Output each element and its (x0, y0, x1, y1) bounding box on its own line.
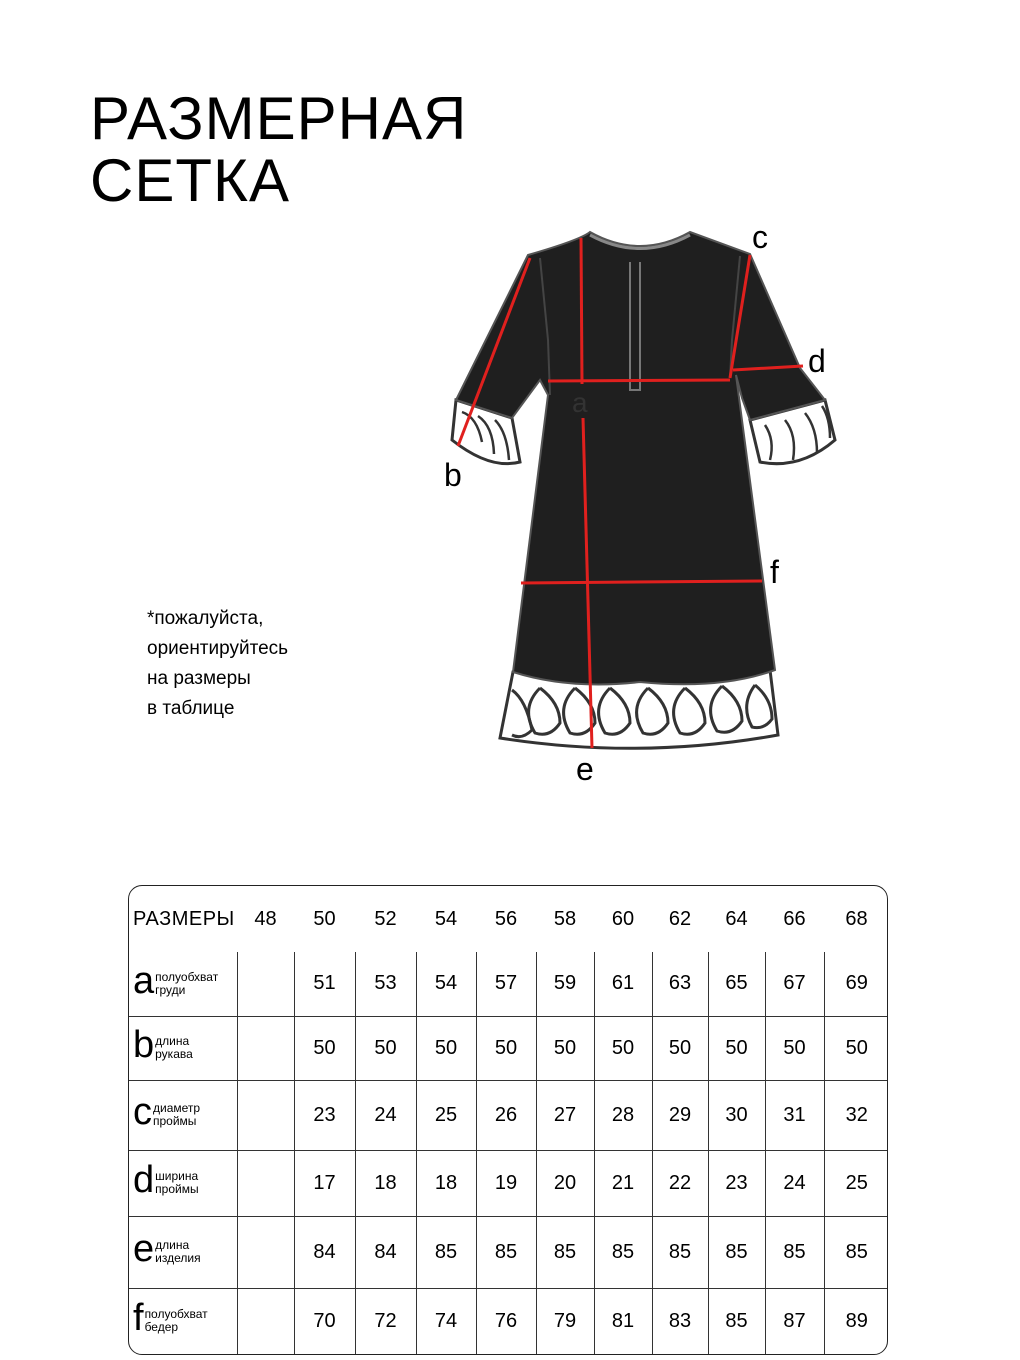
note-text (147, 604, 288, 724)
table-cell: 23 (708, 1150, 765, 1216)
table-cell: 63 (652, 952, 708, 1016)
table-cell: 85 (765, 1216, 824, 1288)
table-row (129, 1216, 888, 1288)
table-cell (237, 952, 294, 1016)
table-row (129, 952, 888, 1016)
table-cell: 24 (355, 1080, 416, 1150)
table-cell: 18 (355, 1150, 416, 1216)
label-b: b (444, 457, 462, 493)
dress-measurement-diagram (430, 220, 870, 800)
table-cell: 85 (594, 1216, 652, 1288)
row-letter: a (133, 959, 155, 1002)
table-cell: 50 (355, 1016, 416, 1080)
row-description (155, 971, 218, 997)
table-cell: 30 (708, 1080, 765, 1150)
table-cell: 50 (594, 1016, 652, 1080)
row-description (153, 1102, 200, 1128)
table-cell (237, 1216, 294, 1288)
table-cell: 50 (765, 1016, 824, 1080)
row-description (155, 1035, 193, 1061)
row-desc-line-1: длина (155, 1034, 190, 1048)
page-title (90, 85, 468, 214)
table-row (129, 1150, 888, 1216)
table-cell (237, 1150, 294, 1216)
row-description (155, 1170, 198, 1196)
table-cell: 85 (416, 1216, 476, 1288)
row-desc-line-1: диаметр (153, 1101, 201, 1115)
header-label: РАЗМЕРЫ (133, 907, 235, 930)
table-cell: 50 (476, 1016, 536, 1080)
row-desc-line-2: рукава (155, 1047, 193, 1061)
table-row (129, 1080, 888, 1150)
measure-line-e-top (581, 238, 582, 384)
title-line-1: РАЗМЕРНАЯ (90, 85, 468, 152)
table-cell: 54 (416, 952, 476, 1016)
row-label (129, 1150, 237, 1216)
table-cell: 53 (355, 952, 416, 1016)
table-cell: 24 (765, 1150, 824, 1216)
size-header: 60 (611, 907, 635, 930)
label-a: a (572, 387, 588, 418)
table-cell: 85 (652, 1216, 708, 1288)
size-header: 68 (845, 907, 868, 930)
table-cell: 61 (594, 952, 652, 1016)
size-header: 56 (494, 907, 518, 930)
row-letter: f (133, 1297, 144, 1340)
row-label (129, 1080, 237, 1150)
table-cell: 57 (476, 952, 536, 1016)
table-cell: 21 (594, 1150, 652, 1216)
table-cell: 18 (416, 1150, 476, 1216)
size-header: 58 (553, 907, 577, 930)
table-cell: 84 (355, 1216, 416, 1288)
table-cell: 31 (765, 1080, 824, 1150)
table-cell: 65 (708, 952, 765, 1016)
table-cell: 23 (294, 1080, 355, 1150)
table-cell: 50 (294, 1016, 355, 1080)
table-cell: 85 (824, 1216, 888, 1288)
size-table (128, 885, 888, 1355)
row-desc-line-2: проймы (155, 1182, 199, 1196)
size-header: 48 (254, 907, 277, 930)
table-cell: 85 (476, 1216, 536, 1288)
table-cell: 84 (294, 1216, 355, 1288)
table-cell: 89 (824, 1288, 888, 1354)
row-desc-line-1: ширина (155, 1169, 199, 1183)
size-header: 52 (374, 907, 397, 930)
table-cell (237, 1080, 294, 1150)
row-desc-line-1: полуобхват (155, 969, 219, 984)
measure-line-a (548, 380, 730, 381)
row-label (129, 1216, 237, 1288)
table-cell (237, 1016, 294, 1080)
table-cell: 76 (476, 1288, 536, 1354)
note-line-2: ориентируйтесь (147, 638, 289, 659)
table-cell: 79 (536, 1288, 594, 1354)
table-cell: 67 (765, 952, 824, 1016)
table-cell: 85 (708, 1288, 765, 1354)
table-cell: 25 (824, 1150, 888, 1216)
label-d: d (808, 343, 826, 379)
table-cell: 27 (536, 1080, 594, 1150)
table-cell: 85 (708, 1216, 765, 1288)
size-header: 50 (313, 907, 336, 930)
table-cell (237, 1288, 294, 1354)
row-label (129, 1016, 237, 1080)
note-line-1: *пожалуйста, (147, 608, 264, 629)
row-desc-line-2: проймы (153, 1114, 197, 1128)
size-header: 66 (783, 907, 806, 930)
label-c: c (752, 220, 768, 255)
size-header: 54 (434, 907, 458, 930)
table-cell: 32 (824, 1080, 888, 1150)
size-header: 62 (668, 907, 692, 930)
row-description (155, 1239, 200, 1265)
row-letter: d (133, 1159, 155, 1201)
title-line-2: СЕТКА (90, 147, 290, 214)
table-cell: 69 (824, 952, 888, 1016)
size-header: 64 (725, 907, 748, 930)
table-cell: 74 (416, 1288, 476, 1354)
row-label (129, 1288, 237, 1354)
table-cell: 85 (536, 1216, 594, 1288)
note-line-4: в таблице (147, 698, 235, 719)
row-description (145, 1308, 208, 1334)
table-cell: 20 (536, 1150, 594, 1216)
table-cell: 51 (294, 952, 355, 1016)
table-cell: 26 (476, 1080, 536, 1150)
table-cell: 17 (294, 1150, 355, 1216)
row-desc-line-2: изделия (155, 1251, 201, 1265)
row-letter: c (133, 1091, 152, 1133)
table-cell: 81 (594, 1288, 652, 1354)
table-cell: 50 (652, 1016, 708, 1080)
table-cell: 72 (355, 1288, 416, 1354)
table-cell: 22 (652, 1150, 708, 1216)
row-desc-line-2: груди (155, 982, 186, 997)
row-desc-line-2: бедер (144, 1320, 179, 1335)
table-cell: 59 (536, 952, 594, 1016)
table-header-row (129, 886, 888, 952)
table-row (129, 1288, 888, 1354)
row-letter: e (133, 1228, 155, 1270)
table-cell: 70 (294, 1288, 355, 1354)
measure-line-f (521, 581, 762, 583)
table-cell: 28 (594, 1080, 652, 1150)
label-f: f (770, 554, 779, 590)
table-cell: 29 (652, 1080, 708, 1150)
row-label (129, 952, 237, 1016)
table-cell: 87 (765, 1288, 824, 1354)
table-cell: 19 (476, 1150, 536, 1216)
table-cell: 50 (824, 1016, 888, 1080)
note-line-3: на размеры (147, 668, 251, 689)
table-cell: 50 (536, 1016, 594, 1080)
table-cell: 25 (416, 1080, 476, 1150)
table-cell: 50 (416, 1016, 476, 1080)
row-desc-line-1: длина (155, 1238, 190, 1252)
table-cell: 50 (708, 1016, 765, 1080)
row-desc-line-1: полуобхват (144, 1307, 208, 1322)
table-cell: 83 (652, 1288, 708, 1354)
row-letter: b (133, 1024, 155, 1066)
table-row (129, 1016, 888, 1080)
label-e: e (576, 751, 594, 787)
